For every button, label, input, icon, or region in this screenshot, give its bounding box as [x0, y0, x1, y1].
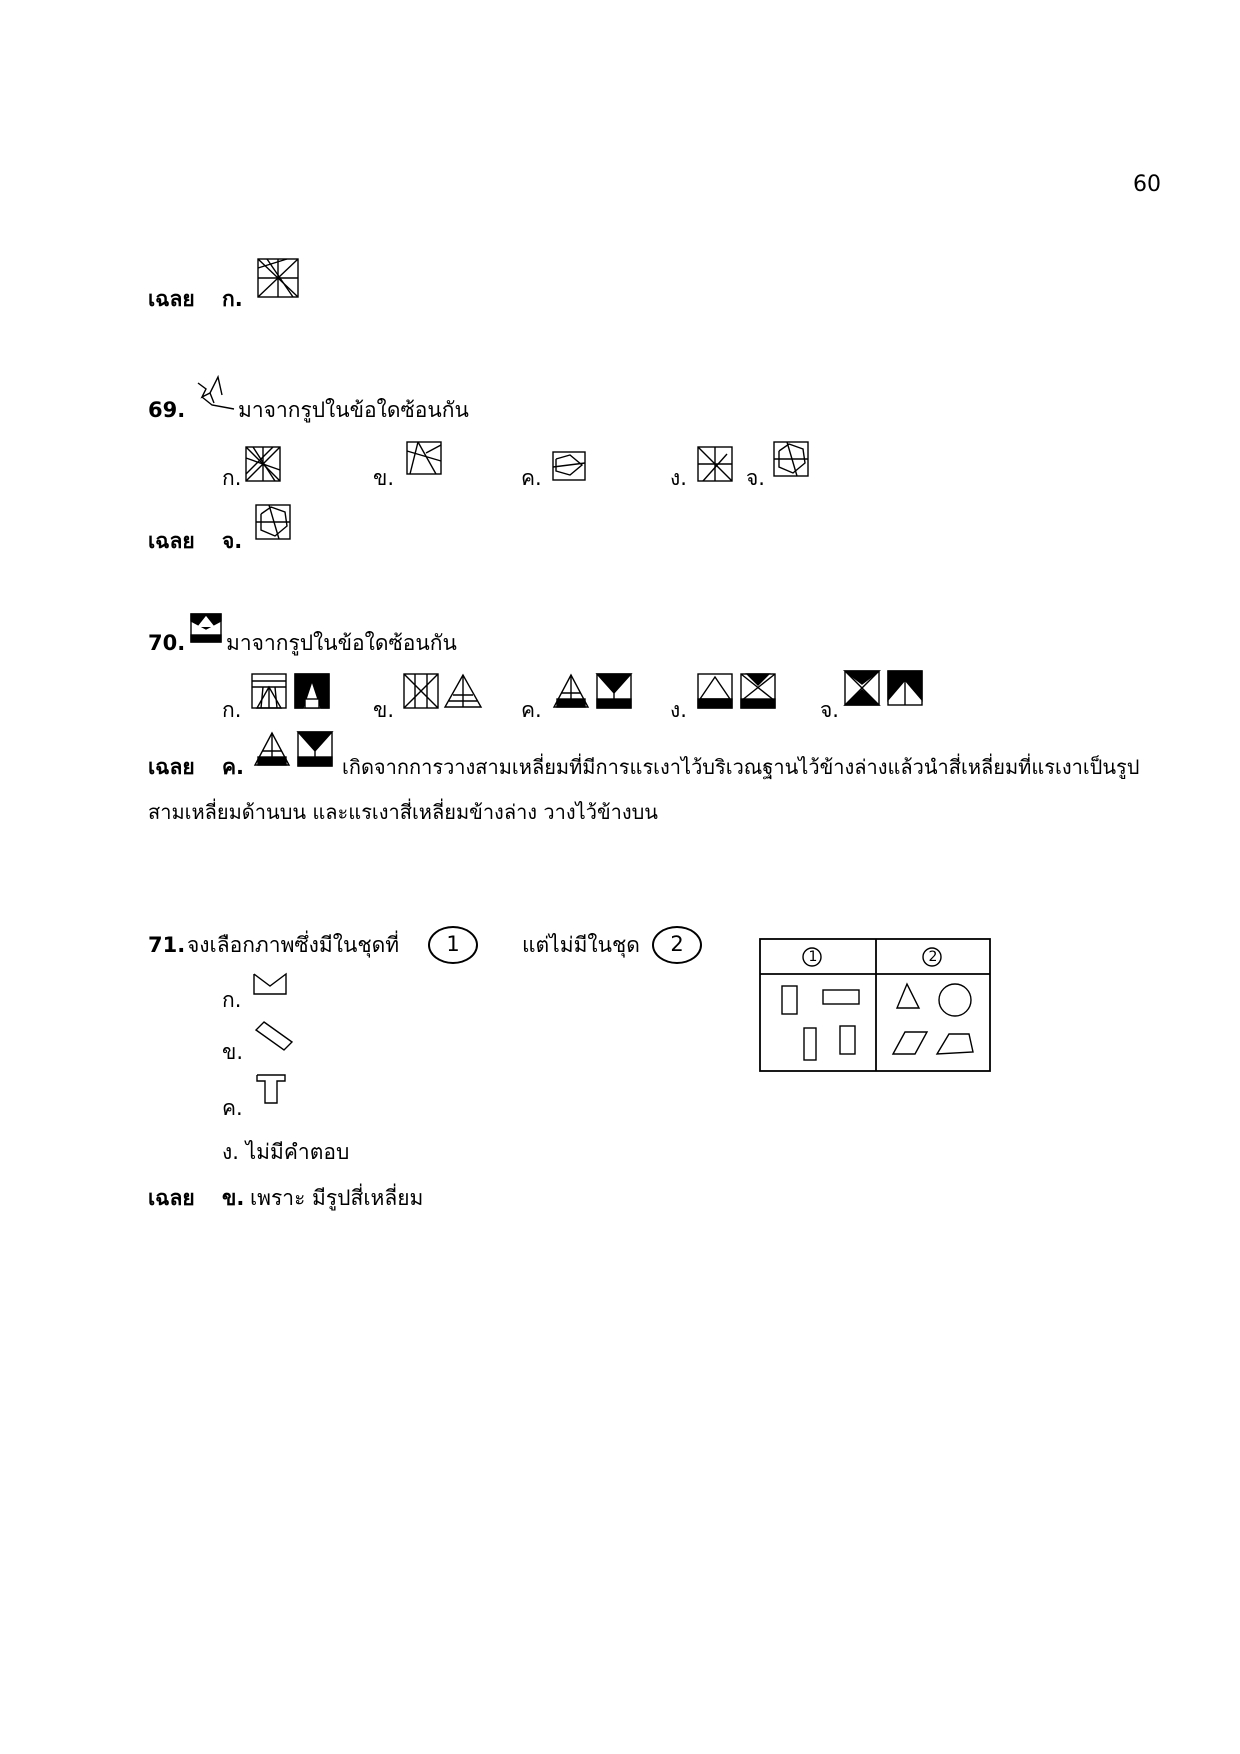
set1-rectangle-2	[823, 990, 859, 1004]
q69-option-d-figure	[697, 446, 733, 482]
q69-option-c-label: ค.	[521, 466, 542, 490]
q71-option-a-figure	[252, 972, 288, 996]
q70-option-a-figures	[251, 673, 331, 709]
q69-option-d-label: ง.	[670, 466, 687, 490]
q70-option-e-figures	[844, 670, 924, 706]
q69-option-e-label: จ.	[746, 466, 765, 490]
q71-set1-number: 1	[446, 932, 460, 956]
q71-answer-label: เฉลย	[148, 1186, 195, 1210]
q70-option-b-figures	[403, 673, 483, 709]
q70-option-e-label: จ.	[820, 698, 839, 722]
page-number: 60	[1133, 172, 1161, 197]
set1-rectangle-1	[782, 986, 797, 1014]
q69-option-c-figure	[552, 451, 586, 481]
q70-option-a-label: ก.	[222, 698, 242, 722]
q69-answer-figure	[255, 504, 291, 540]
q71-option-c-figure	[255, 1073, 287, 1105]
q68-answer-label: เฉลย	[148, 287, 195, 311]
q69-answer-letter: จ.	[222, 529, 243, 553]
q71-question-text-part2: แต่ไม่มีในชุด	[522, 933, 640, 957]
q70-answer-label: เฉลย	[148, 755, 195, 779]
q71-table-header-2: 2	[928, 949, 938, 965]
set2-parallelogram	[893, 1032, 927, 1054]
q71-answer-letter: ข.	[222, 1186, 245, 1210]
q71-answer-text: เพราะ มีรูปสี่เหลี่ยม	[250, 1186, 424, 1210]
q69-answer-label: เฉลย	[148, 529, 195, 553]
q71-option-b-label: ข.	[222, 1040, 244, 1064]
q68-answer-figure	[257, 258, 299, 298]
q71-option-d: ง. ไม่มีคำตอบ	[222, 1140, 350, 1164]
q71-set-table	[759, 938, 991, 1072]
set2-circle	[939, 984, 971, 1016]
q70-option-d-figures	[697, 673, 777, 709]
q71-number: 71.	[148, 933, 186, 957]
q70-option-c-figures	[553, 673, 633, 709]
q69-option-a-label: ก.	[222, 466, 242, 490]
q69-question-text: มาจากรูปในข้อใดซ้อนกัน	[238, 398, 469, 422]
q70-answer-figures	[254, 731, 334, 767]
q70-question-figure	[190, 613, 222, 643]
q69-option-b-label: ข.	[373, 466, 395, 490]
q69-option-a-figure	[245, 446, 281, 482]
q71-option-c-label: ค.	[222, 1096, 243, 1120]
q70-option-d-label: ง.	[670, 698, 687, 722]
q71-question-text-part1: จงเลือกภาพซึ่งมีในชุดที่	[187, 933, 400, 957]
q69-question-figure	[196, 375, 236, 411]
q71-table-header-1: 1	[808, 949, 818, 965]
set1-rectangle-3	[804, 1028, 816, 1060]
q68-answer-letter: ก.	[222, 287, 243, 311]
set2-triangle	[897, 984, 919, 1008]
set1-rectangle-4	[840, 1026, 855, 1054]
q70-option-c-label: ค.	[521, 698, 542, 722]
q69-option-b-figure	[406, 441, 442, 475]
q70-question-text: มาจากรูปในข้อใดซ้อนกัน	[226, 631, 457, 655]
q70-explanation-line2: สามเหลี่ยมด้านบน และแรเงาสี่เหลี่ยมข้างล่าง วางไว้ข้างบน	[148, 800, 658, 824]
q70-explanation-line1: เกิดจากการวางสามเหลี่ยมที่มีการแรเงาไว้บริเวณฐานไว้ข้างล่างแล้วนำสี่เหลี่ยมที่แรเงาเป็นรูป	[342, 755, 1140, 779]
q71-option-b-figure	[254, 1020, 294, 1052]
q69-option-e-figure	[773, 441, 809, 477]
q70-number: 70.	[148, 631, 186, 655]
q70-answer-letter: ค.	[222, 755, 245, 779]
set2-trapezoid	[937, 1034, 973, 1054]
q69-number: 69.	[148, 398, 186, 422]
q71-option-a-label: ก.	[222, 988, 242, 1012]
q70-option-b-label: ข.	[373, 698, 395, 722]
q71-set2-number: 2	[670, 932, 684, 956]
